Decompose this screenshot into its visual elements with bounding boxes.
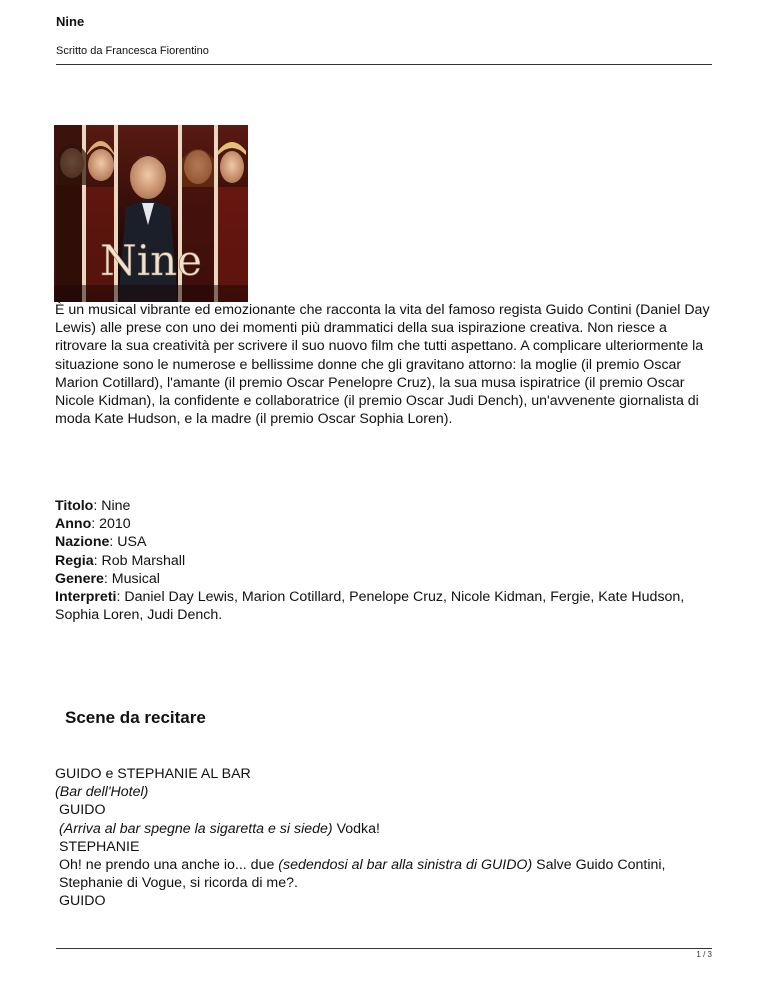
intro-paragraph: È un musical vibrante ed emozionante che racconta la vita del famoso regista Guido Contini (Daniel Day Lewis) alle prese con uno dei momenti più drammatici della sua ispirazione creativa. Non riesce a ritrovare la sua creatività per scrivere il suo nuovo film che tutti aspettano. A complicare ulteriormente la situazione sono le numerose e bellissime donne che gli gravitano attorno: la moglie (il premio Oscar Marion Cotillard), l'amante (il premio Oscar Penelopre Cruz), la sua musa ispiratrice (il premio Oscar Nicole Kidman), la confidente e collaboratrice (il premio Oscar Judi Dench), un'avvenente giornalista di moda Kate Hudson, e la madre (il premio Oscar Sophia Loren). (55, 302, 710, 428)
info-row-genere (55, 570, 715, 588)
document-title: Nine (56, 14, 85, 29)
info-value: : Rob Marshall (93, 552, 186, 569)
info-label: Anno (55, 516, 92, 533)
stage-direction: (sedendosi al bar alla sinistra di GUIDO) (278, 857, 533, 874)
info-row-regia (55, 552, 715, 570)
stage-direction: (Arriva al bar spegne la sigaretta e si siede) (59, 820, 333, 837)
script-excerpt (55, 765, 715, 911)
dialogue-text: Oh! ne prendo una anche io... due (59, 857, 279, 874)
movie-info (55, 497, 715, 624)
script-character: GUIDO (59, 802, 106, 819)
info-label: Titolo (55, 498, 94, 514)
document-author: Scritto da Francesca Fiorentino (56, 45, 209, 57)
scene-heading: Scene da recitare (65, 708, 206, 727)
script-setting (55, 783, 715, 801)
info-value: : Daniel Day Lewis, Marion Cotillard, Penelope Cruz, Nicole Kidman, Fergie, Kate Hudson, Sophia Loren, Judi Dench. (55, 589, 685, 624)
info-row-anno (55, 515, 715, 533)
info-value: : Nine (93, 498, 131, 514)
info-row-nazione (55, 533, 715, 551)
footer-divider (56, 948, 712, 949)
script-line (55, 820, 715, 838)
stage-direction: (Bar dell'Hotel) (55, 784, 149, 801)
script-character: STEPHANIE (59, 838, 140, 855)
movie-poster (54, 125, 248, 302)
script-scene-title: GUIDO e STEPHANIE AL BAR (55, 766, 251, 782)
info-value: : Musical (103, 570, 160, 587)
script-character: GUIDO (59, 893, 106, 910)
info-value: : USA (109, 534, 147, 551)
header-divider (56, 64, 712, 65)
dialogue-text: Vodka! (332, 820, 380, 837)
info-label: Interpreti (55, 589, 117, 606)
info-value: : 2010 (91, 516, 131, 533)
script-line (55, 856, 715, 892)
info-label: Nazione (55, 534, 110, 551)
page-number: 1 / 3 (696, 950, 712, 959)
dialogue-text: Salve Guido Contini, Stephanie di Vogue, si ricorda di me?. (59, 857, 666, 892)
info-label: Regia (55, 552, 94, 569)
info-label: Genere (55, 570, 104, 587)
poster-title: Nine (99, 236, 203, 285)
info-row-interpreti (55, 588, 715, 624)
info-row-titolo (55, 497, 715, 515)
